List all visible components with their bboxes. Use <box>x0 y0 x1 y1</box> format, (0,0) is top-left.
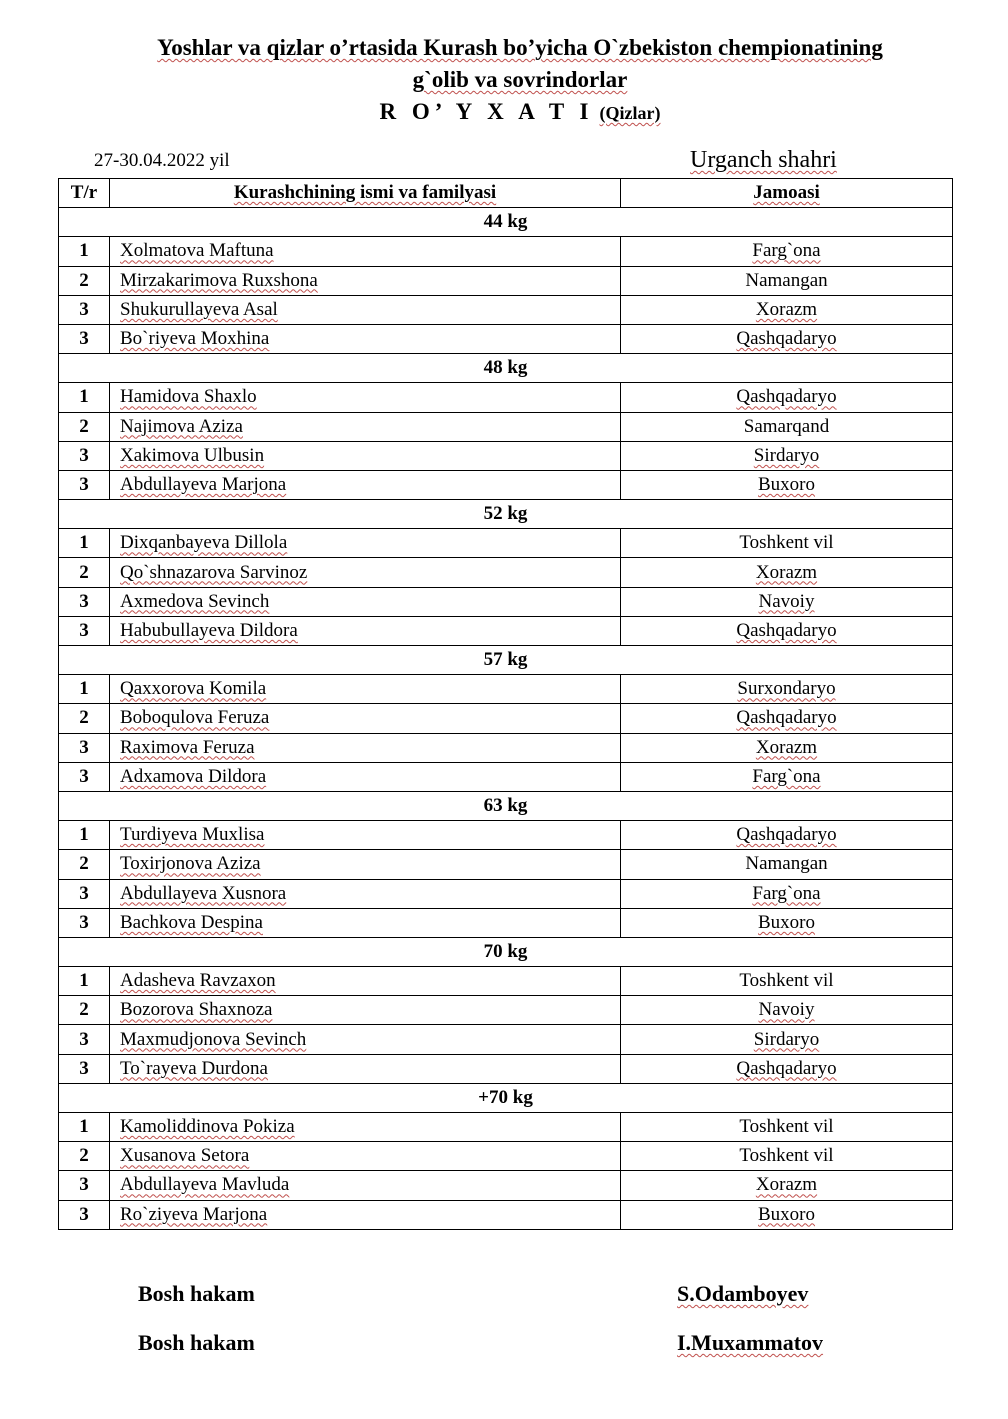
athlete-name-cell <box>110 704 621 733</box>
team-cell <box>621 967 953 996</box>
column-header-name-text: Kurashchining ismi va familyasi <box>233 182 497 204</box>
athlete-name: Maxmudjonova Sevinch <box>120 1028 307 1050</box>
title-royxati: R O’ Y X A T I <box>379 99 594 124</box>
team-name: Buxoro <box>758 473 815 495</box>
athlete-name-cell <box>110 1025 621 1054</box>
place-cell: 1 <box>59 967 110 996</box>
athlete-name: Bachkova Despina <box>120 911 263 933</box>
place-cell: 2 <box>59 996 110 1025</box>
athlete-name-cell <box>110 237 621 266</box>
athlete-name: Kamoliddinova Pokiza <box>120 1116 295 1138</box>
table-row <box>59 441 953 470</box>
athlete-name-cell <box>110 733 621 762</box>
athlete-name-cell <box>110 616 621 645</box>
table-row <box>59 529 953 558</box>
team-name: Qashqadaryo <box>736 386 837 408</box>
athlete-name: Bo`riyeva Moxhina <box>120 328 270 350</box>
table-row <box>59 879 953 908</box>
athlete-name-cell <box>110 675 621 704</box>
signature-role-text: Bosh hakam <box>138 1330 255 1355</box>
weight-category-row <box>59 1083 953 1112</box>
athlete-name: Abdullayeva Xusnora <box>120 882 287 904</box>
table-row <box>59 821 953 850</box>
athlete-name-cell <box>110 879 621 908</box>
table-row <box>59 1054 953 1083</box>
team-cell <box>621 762 953 791</box>
place-cell: 2 <box>59 266 110 295</box>
place-cell: 3 <box>59 587 110 616</box>
place-cell: 1 <box>59 675 110 704</box>
athlete-name: Najimova Aziza <box>120 415 243 437</box>
team-name: Navoiy <box>758 999 815 1021</box>
athlete-name: Habubullayeva Dildora <box>120 619 298 641</box>
weight-category-label: +70 kg <box>59 1083 953 1112</box>
athlete-name-cell <box>110 1171 621 1200</box>
athlete-name-cell <box>110 762 621 791</box>
team-cell <box>621 1113 953 1142</box>
weight-category-row <box>59 500 953 529</box>
team-name: Sirdaryo <box>753 444 820 466</box>
weight-category-label: 52 kg <box>59 500 953 529</box>
team-name: Surxondaryo <box>737 678 836 700</box>
team-name: Samarqand <box>743 415 830 437</box>
team-cell <box>621 850 953 879</box>
team-cell <box>621 821 953 850</box>
athlete-name: Xakimova Ulbusin <box>120 444 265 466</box>
table-row <box>59 616 953 645</box>
place-cell: 1 <box>59 529 110 558</box>
table-body <box>59 208 953 1230</box>
title-subtitle: (Qizlar) <box>599 103 661 123</box>
weight-category-row <box>59 208 953 237</box>
athlete-name: Qaxxorova Komila <box>120 678 267 700</box>
place-cell: 1 <box>59 1113 110 1142</box>
place-cell: 3 <box>59 1054 110 1083</box>
athlete-name: Raximova Feruza <box>120 736 255 758</box>
title-text: Yoshlar va qizlar o’rtasida Kurash bo’yicha O`zbekiston chempionatining <box>157 35 883 60</box>
place-cell: 2 <box>59 704 110 733</box>
athlete-name-cell <box>110 441 621 470</box>
team-name: Toshkent vil <box>739 970 834 992</box>
column-header-name <box>110 179 621 208</box>
athlete-name-cell <box>110 1200 621 1229</box>
athlete-name: Dixqanbayeva Dillola <box>120 532 288 554</box>
table-row <box>59 1200 953 1229</box>
column-header-team <box>621 179 953 208</box>
athlete-name: Xusanova Setora <box>120 1145 250 1167</box>
athlete-name: Shukurullayeva Asal <box>120 298 278 320</box>
place-cell: 3 <box>59 616 110 645</box>
team-name: Toshkent vil <box>739 532 834 554</box>
table-row <box>59 587 953 616</box>
table-header-row <box>59 179 953 208</box>
weight-category-label: 44 kg <box>59 208 953 237</box>
athlete-name-cell <box>110 1142 621 1171</box>
athlete-name-cell <box>110 996 621 1025</box>
title-text: g`olib va sovrindorlar <box>412 67 628 92</box>
team-name: Xorazm <box>755 561 818 583</box>
team-name: Namangan <box>745 269 828 291</box>
place-cell: 3 <box>59 908 110 937</box>
table-row <box>59 762 953 791</box>
team-cell <box>621 616 953 645</box>
team-cell <box>621 1025 953 1054</box>
table-row <box>59 675 953 704</box>
weight-category-label: 57 kg <box>59 646 953 675</box>
athlete-name: Hamidova Shaxlo <box>120 386 257 408</box>
team-cell <box>621 529 953 558</box>
team-cell <box>621 1054 953 1083</box>
table-row <box>59 412 953 441</box>
team-cell <box>621 996 953 1025</box>
athlete-name: Bozorova Shaxnoza <box>120 999 273 1021</box>
place-cell: 3 <box>59 1200 110 1229</box>
table-row <box>59 237 953 266</box>
event-city: Urganch shahri <box>690 147 837 173</box>
place-cell: 1 <box>59 821 110 850</box>
place-cell: 3 <box>59 324 110 353</box>
athlete-name-cell <box>110 295 621 324</box>
place-cell: 3 <box>59 295 110 324</box>
team-name: Farg`ona <box>752 882 821 904</box>
team-cell <box>621 1142 953 1171</box>
table-row <box>59 383 953 412</box>
team-name: Sirdaryo <box>753 1028 820 1050</box>
table-row <box>59 1025 953 1054</box>
place-cell: 2 <box>59 850 110 879</box>
signature-role-1 <box>138 1281 255 1307</box>
place-cell: 3 <box>59 879 110 908</box>
team-name: Namangan <box>745 853 828 875</box>
team-cell <box>621 324 953 353</box>
athlete-name: Axmedova Sevinch <box>120 590 270 612</box>
team-cell <box>621 237 953 266</box>
athlete-name: Ro`ziyeva Marjona <box>120 1203 268 1225</box>
event-date: 27-30.04.2022 yil <box>94 150 230 171</box>
team-cell <box>621 383 953 412</box>
place-cell: 3 <box>59 470 110 499</box>
team-cell <box>621 675 953 704</box>
athlete-name-cell <box>110 1113 621 1142</box>
team-cell <box>621 879 953 908</box>
team-name: Qashqadaryo <box>736 328 837 350</box>
place-cell: 2 <box>59 412 110 441</box>
athlete-name-cell <box>110 383 621 412</box>
team-name: Navoiy <box>758 590 815 612</box>
athlete-name: Qo`shnazarova Sarvinoz <box>120 561 308 583</box>
team-cell <box>621 412 953 441</box>
table-row <box>59 470 953 499</box>
signature-name-1: S.Odamboyev <box>677 1281 809 1306</box>
place-cell: 3 <box>59 733 110 762</box>
table-row <box>59 1171 953 1200</box>
table-row <box>59 558 953 587</box>
athlete-name-cell <box>110 558 621 587</box>
place-cell: 3 <box>59 1025 110 1054</box>
team-name: Farg`ona <box>752 765 821 787</box>
team-name: Xorazm <box>755 736 818 758</box>
team-name: Buxoro <box>758 1203 815 1225</box>
document-title-line-3 <box>16 96 1008 129</box>
athlete-name-cell <box>110 1054 621 1083</box>
athlete-name-cell <box>110 266 621 295</box>
team-name: Qashqadaryo <box>736 619 837 641</box>
signature-role-text: Bosh hakam <box>138 1281 255 1306</box>
weight-category-label: 63 kg <box>59 791 953 820</box>
athlete-name-cell <box>110 324 621 353</box>
column-header-place: T/r <box>59 179 110 208</box>
document-title-line-1 <box>16 32 1008 64</box>
athlete-name: Xolmatova Maftuna <box>120 240 274 262</box>
table-row <box>59 967 953 996</box>
document-title-line-2 <box>16 64 1008 96</box>
table-row <box>59 1113 953 1142</box>
athlete-name: Abdullayeva Mavluda <box>120 1174 290 1196</box>
weight-category-row <box>59 791 953 820</box>
team-cell <box>621 704 953 733</box>
athlete-name: Mirzakarimova Ruxshona <box>120 269 318 291</box>
team-name: Qashqadaryo <box>736 1057 837 1079</box>
place-cell: 3 <box>59 1171 110 1200</box>
results-table <box>58 178 953 1230</box>
place-cell: 2 <box>59 558 110 587</box>
team-name: Qashqadaryo <box>736 824 837 846</box>
athlete-name: Toxirjonova Aziza <box>120 853 261 875</box>
table-row <box>59 266 953 295</box>
athlete-name-cell <box>110 412 621 441</box>
place-cell: 2 <box>59 1142 110 1171</box>
team-name: Toshkent vil <box>739 1116 834 1138</box>
athlete-name-cell <box>110 587 621 616</box>
team-name: Xorazm <box>755 1174 818 1196</box>
team-cell <box>621 733 953 762</box>
athlete-name: Boboqulova Feruza <box>120 707 270 729</box>
athlete-name: Turdiyeva Muxlisa <box>120 824 265 846</box>
place-cell: 1 <box>59 237 110 266</box>
team-name: Farg`ona <box>752 240 821 262</box>
team-cell <box>621 558 953 587</box>
athlete-name: To`rayeva Durdona <box>120 1057 268 1079</box>
athlete-name-cell <box>110 821 621 850</box>
team-cell <box>621 295 953 324</box>
table-row <box>59 295 953 324</box>
place-cell: 1 <box>59 383 110 412</box>
team-name: Xorazm <box>755 298 818 320</box>
team-name: Qashqadaryo <box>736 707 837 729</box>
table-row <box>59 908 953 937</box>
team-cell <box>621 908 953 937</box>
athlete-name-cell <box>110 850 621 879</box>
signature-name-2: I.Muxammatov <box>677 1330 824 1355</box>
table-row <box>59 733 953 762</box>
athlete-name-cell <box>110 967 621 996</box>
weight-category-row <box>59 354 953 383</box>
table-row <box>59 850 953 879</box>
athlete-name-cell <box>110 529 621 558</box>
team-cell <box>621 441 953 470</box>
team-cell <box>621 1171 953 1200</box>
team-name: Buxoro <box>758 911 815 933</box>
team-cell <box>621 470 953 499</box>
signature-role-2 <box>138 1330 255 1356</box>
weight-category-row <box>59 646 953 675</box>
athlete-name: Adasheva Ravzaxon <box>120 970 276 992</box>
team-cell <box>621 587 953 616</box>
table-row <box>59 996 953 1025</box>
table-row <box>59 324 953 353</box>
weight-category-label: 48 kg <box>59 354 953 383</box>
table-row <box>59 704 953 733</box>
athlete-name: Adxamova Dildora <box>120 765 267 787</box>
team-name: Toshkent vil <box>739 1145 834 1167</box>
athlete-name-cell <box>110 470 621 499</box>
athlete-name-cell <box>110 908 621 937</box>
team-cell <box>621 266 953 295</box>
column-header-team-text: Jamoasi <box>753 182 820 204</box>
team-cell <box>621 1200 953 1229</box>
weight-category-label: 70 kg <box>59 937 953 966</box>
weight-category-row <box>59 937 953 966</box>
place-cell: 3 <box>59 762 110 791</box>
table-row <box>59 1142 953 1171</box>
athlete-name: Abdullayeva Marjona <box>120 473 287 495</box>
place-cell: 3 <box>59 441 110 470</box>
